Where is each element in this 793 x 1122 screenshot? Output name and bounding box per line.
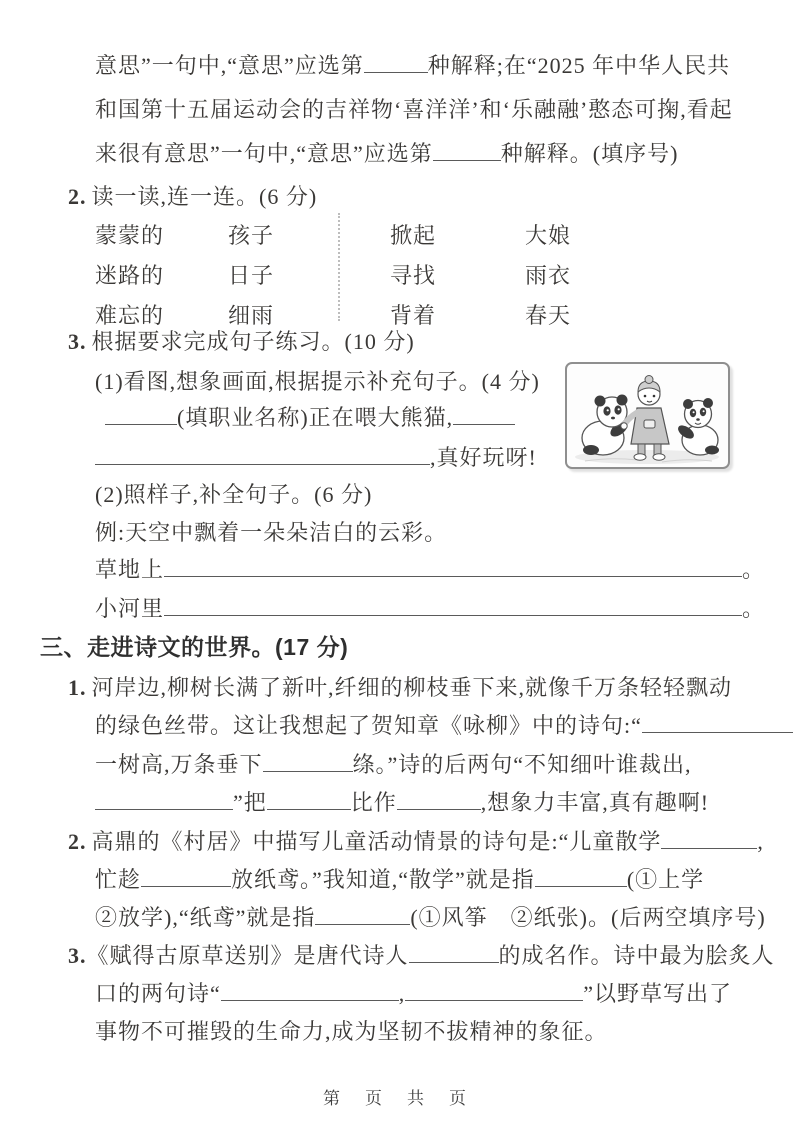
question-text: 《赋得古原草送别》是唐代诗人 [86,943,409,968]
question-text: 的成名作。诗中最为脍炙人 [498,943,775,968]
match-cell: 背着 [390,303,437,328]
question-text: 的绿色丝带。这让我想起了贺知章《咏柳》中的诗句:“ [95,713,642,738]
match-cell: 难忘的 [95,303,165,328]
question-text: 和国第十五届运动会的吉祥物‘喜洋洋’和‘乐融融’憨态可掬,看起 [95,97,733,122]
answer-blank [453,406,515,425]
question-text: 口的两句诗“ [95,981,221,1006]
question-text: 读一读,连一连。(6 分) [91,184,318,209]
item-number: 3. [68,943,87,968]
illustration-frame [565,362,730,469]
answer-blank [535,868,627,887]
question-text: 忙趁 [95,867,142,892]
match-row [95,302,571,330]
question-text: (2)照样子,补全句子。(6 分) [95,482,373,507]
s3q2-line2 [95,866,704,894]
match-row [95,262,571,290]
question-text: 种解释;在“2025 年中华人民共 [427,53,731,78]
q3-sub1-line1 [105,404,515,432]
question-text: 河岸边,柳树长满了新叶,纤细的柳枝垂下来,就像千万条轻轻飘动 [91,675,733,700]
question-text: , [398,981,406,1006]
answer-blank [433,142,501,161]
right-panda [676,398,719,455]
question-text: 一树高,万条垂下 [95,752,263,777]
match-cell: 寻找 [390,263,437,288]
q2-header [68,183,317,211]
question-text: 来很有意思”一句中,“意思”应选第 [95,141,433,166]
item-number: 3. [68,329,87,354]
match-row [95,222,571,250]
question-text: (填职业名称)正在喂大熊猫, [177,405,454,430]
answer-blank [95,791,233,810]
q3-sub2-line1 [95,556,765,584]
s3q2-line1 [68,828,764,856]
question-text: ,真好玩呀! [430,445,537,470]
answer-blank [263,753,353,772]
keeper-figure [621,376,669,461]
question-text: 绦。”诗的后两句“不知细叶谁裁出, [352,752,692,777]
answer-blank [315,906,410,925]
s3q1-line4 [95,789,709,817]
answer-blank [409,944,499,963]
answer-blank [141,868,231,887]
question-text: 事物不可摧毁的生命力,成为坚韧不拔精神的象征。 [95,1019,608,1044]
q3-sub2-title [95,481,372,509]
answer-blank [105,406,177,425]
q3-sub2-line2 [95,595,765,623]
q1-line1 [95,52,730,80]
question-text: 例:天空中飘着一朵朵洁白的云彩。 [95,520,448,545]
question-text: ”把 [233,790,267,815]
question-text: ,想象力丰富,真有趣啊! [480,790,710,815]
page-footer-text: 第 页 共 页 [323,1089,470,1108]
q1-line2 [95,96,733,124]
item-number: 2. [68,184,87,209]
match-cell: 迷路的 [95,263,165,288]
question-text: 根据要求完成句子练习。(10 分) [91,329,415,354]
answer-blank [642,714,793,733]
match-cell: 细雨 [228,303,275,328]
match-cell: 大娘 [525,223,572,248]
match-cell: 雨衣 [525,263,572,288]
match-cell: 日子 [228,263,275,288]
question-text: 。 [742,596,766,621]
answer-blank [95,446,430,465]
question-text: 草地上 [95,557,165,582]
q3-sub1-line2 [95,444,537,472]
question-text: 。 [742,557,766,582]
answer-blank [405,982,583,1001]
question-text: , [757,829,764,854]
s3q1-line2 [95,712,793,740]
s3q3-line1 [68,942,775,970]
answer-blank [661,830,757,849]
answer-blank [397,791,481,810]
answer-blank [164,597,742,616]
question-text: 种解释。(填序号) [500,141,679,166]
item-number: 2. [68,829,87,854]
question-text: ②放学),“纸鸢”就是指 [95,905,316,930]
question-text: 放纸鸢。”我知道,“散学”就是指 [231,867,535,892]
s3q3-line3 [95,1018,608,1046]
match-cell: 孩子 [228,223,275,248]
section-heading-text: 三、走进诗文的世界。(17 分) [40,634,349,660]
answer-blank [364,54,428,73]
question-text: 意思”一句中,“意思”应选第 [95,53,364,78]
s3q1-line3 [95,751,692,779]
question-text: (①风筝 ②纸张)。(后两空填序号) [410,905,766,930]
page-footer [0,1084,793,1109]
answer-blank [221,982,399,1001]
match-cell: 蒙蒙的 [95,223,165,248]
question-text: (1)看图,想象画面,根据提示补充句子。(4 分) [95,369,540,394]
q1-line3 [95,140,678,168]
answer-blank [267,791,351,810]
q3-sub1-title [95,368,540,396]
item-number: 1. [68,675,87,700]
s3q2-line3 [95,904,766,932]
match-cell: 春天 [525,303,572,328]
question-text: ”以野草写出了 [583,981,733,1006]
question-text: 高鼎的《村居》中描写儿童活动情景的诗句是:“儿童散学 [91,829,662,854]
q3-header [68,328,415,356]
match-cell: 掀起 [390,223,437,248]
panda-feeding-illustration [567,364,728,467]
q3-sub2-example [95,519,447,547]
section-heading [40,633,348,661]
question-text: 比作 [350,790,397,815]
question-text: 小河里 [95,596,165,621]
match-column-divider [338,213,340,321]
s3q1-line1 [68,674,732,702]
answer-blank [164,558,742,577]
s3q3-line2 [95,980,732,1008]
question-text: (①上学 [626,867,705,892]
